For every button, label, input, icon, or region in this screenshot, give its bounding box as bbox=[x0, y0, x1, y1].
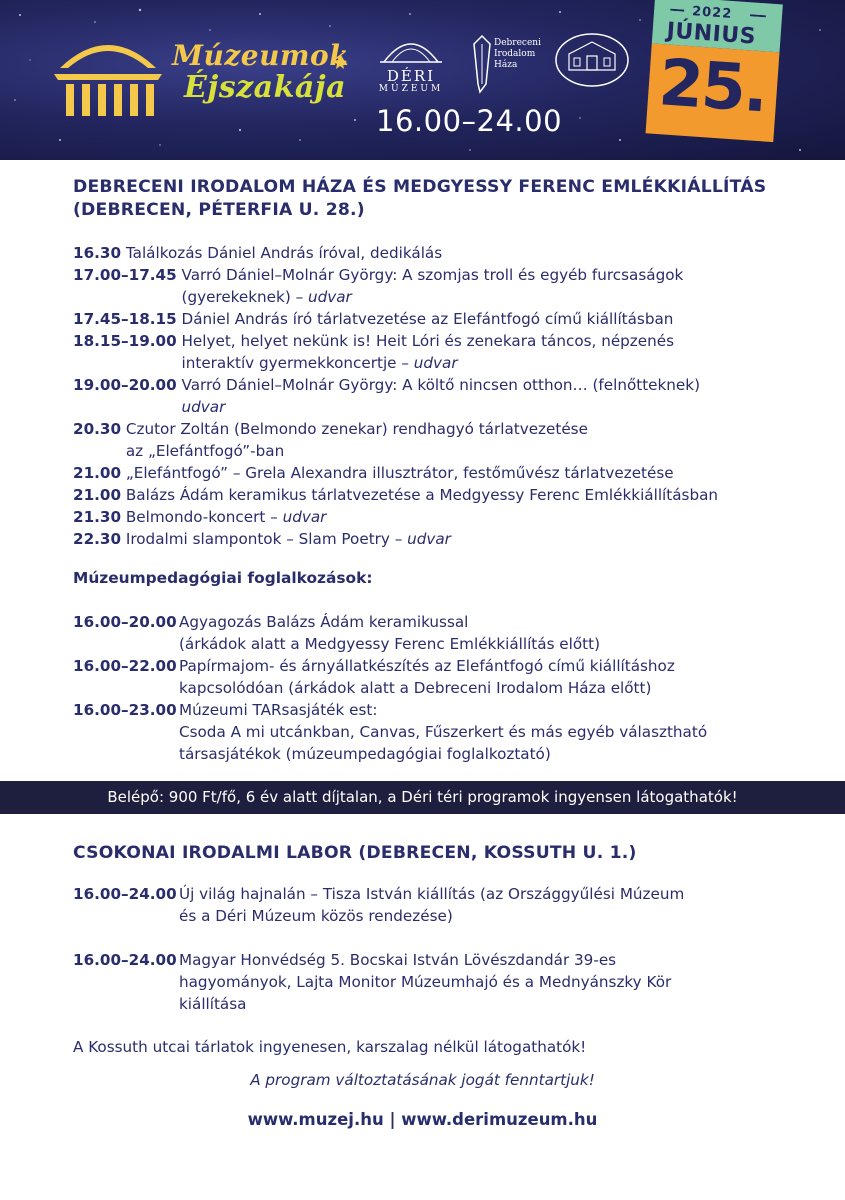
date-year: 2022 bbox=[691, 4, 733, 22]
exhibition-text: Új világ hajnalán – Tisza István kiállítás (az Országgyűlési Múzeum és a Déri Múzeum közös rendezése) bbox=[179, 885, 685, 925]
schedule-time: 16.30 bbox=[73, 244, 122, 262]
schedule-row bbox=[73, 528, 813, 550]
schedule-time: 20.30 bbox=[73, 420, 122, 438]
workshop-row bbox=[73, 655, 813, 699]
schedule-row bbox=[73, 506, 813, 528]
schedule-time: 17.00–17.45 bbox=[73, 266, 177, 284]
section-2-title: CSOKONAI IRODALMI LABOR (DEBRECEN, KOSSUTH U. 1.) bbox=[73, 843, 637, 863]
workshop-time: 16.00–22.00 bbox=[73, 657, 177, 675]
date-badge-bottom bbox=[646, 43, 780, 142]
schedule-row bbox=[73, 374, 813, 418]
schedule-venue-note: udvar bbox=[413, 354, 458, 372]
schedule-text: „Elefántfogó” – Grela Alexandra illusztrátor, festőművész tárlatvezetése bbox=[125, 464, 674, 482]
date-badge bbox=[646, 0, 783, 142]
event-hours: 16.00–24.00 bbox=[376, 104, 563, 138]
schedule-text: Balázs Ádám keramikus tárlatvezetése a Medgyessy Ferenc Emlékkiállításban bbox=[125, 486, 719, 504]
workshop-row bbox=[73, 699, 813, 765]
schedule-time: 21.30 bbox=[73, 508, 122, 526]
exhibition-time: 16.00–24.00 bbox=[73, 885, 177, 903]
workshop-time: 16.00–23.00 bbox=[73, 701, 177, 719]
schedule-row bbox=[73, 264, 813, 308]
schedule-time: 18.15–19.00 bbox=[73, 332, 177, 350]
schedule-time: 19.00–20.00 bbox=[73, 376, 177, 394]
museum-pillar-logo-icon bbox=[52, 30, 164, 120]
kossuth-free-entry-note: A Kossuth utcai tárlatok ingyenesen, karszalag nélkül látogathatók! bbox=[73, 1038, 587, 1056]
schedule-time: 21.00 bbox=[73, 464, 122, 482]
exhibition-row bbox=[73, 883, 813, 927]
section-2-schedule bbox=[73, 883, 813, 1015]
schedule-time: 21.00 bbox=[73, 486, 122, 504]
workshop-text: Agyagozás Balázs Ádám keramikussal (árkádok alatt a Medgyessy Ferenc Emlékkiállítás előtt) bbox=[179, 613, 600, 653]
schedule-venue-note: udvar bbox=[181, 398, 226, 416]
workshop-text: Papírmajom- és árnyállatkészítés az Elefántfogó című kiállításhoz kapcsolódóan (árkádok alatt a Debreceni Irodalom Háza előtt) bbox=[179, 657, 675, 697]
building-seal-icon bbox=[553, 30, 631, 90]
schedule-text: Találkozás Dániel András íróval, dedikálás bbox=[125, 244, 443, 262]
schedule-row bbox=[73, 484, 813, 506]
schedule-time: 22.30 bbox=[73, 530, 122, 548]
schedule-row bbox=[73, 242, 813, 264]
workshop-text: Múzeumi TARsasjáték est: Csoda A mi utcánkban, Canvas, Fűszerkert és más egyéb választható társasjátékok (múzeumpedagógiai foglalkoztató) bbox=[179, 701, 708, 763]
date-month: JÚNIUS bbox=[665, 18, 757, 50]
schedule-row bbox=[73, 418, 813, 462]
section-1-schedule bbox=[73, 242, 813, 550]
quill-pen-icon bbox=[468, 34, 496, 94]
exhibition-time: 16.00–24.00 bbox=[73, 951, 177, 969]
schedule-venue-note: udvar bbox=[407, 530, 451, 548]
schedule-text: Helyet, helyet nekünk is! Heit Lóri és zenekara táncos, népzenés interaktív gyermekkoncertje – bbox=[181, 332, 674, 372]
date-day: 25. bbox=[656, 46, 769, 128]
schedule-text: Irodalmi slampontok – Slam Poetry – bbox=[125, 530, 408, 548]
schedule-row bbox=[73, 330, 813, 374]
workshop-time: 16.00–20.00 bbox=[73, 613, 177, 631]
website-links[interactable]: www.muzej.hu | www.derimuzeum.hu bbox=[247, 1110, 598, 1129]
schedule-time: 17.45–18.15 bbox=[73, 310, 177, 328]
logo-line-1: Múzeumok bbox=[172, 39, 350, 72]
deri-muzeum-logo bbox=[372, 30, 450, 94]
schedule-text: Varró Dániel–Molnár György: A szomjas troll és egyéb furcsaságok (gyerekeknek) – bbox=[181, 266, 684, 306]
section-1-heading bbox=[73, 176, 766, 222]
schedule-row bbox=[73, 462, 813, 484]
csokonai-labor-logo bbox=[553, 30, 631, 94]
schedule-text: Belmondo-koncert – bbox=[125, 508, 283, 526]
event-logo-title bbox=[172, 40, 349, 104]
dome-icon bbox=[372, 30, 450, 64]
schedule-venue-note: udvar bbox=[282, 508, 327, 526]
admission-info-band: Belépő: 900 Ft/fő, 6 év alatt díjtalan, a Déri téri programok ingyensen látogathatók! bbox=[0, 781, 845, 814]
program-change-disclaimer: A program változtatásának jogát fenntartjuk! bbox=[250, 1071, 595, 1089]
irodalom-haza-logo bbox=[468, 30, 540, 94]
schedule-text: Czutor Zoltán (Belmondo zenekar) rendhagyó tárlatvezetése az „Elefántfogó”-ban bbox=[125, 420, 588, 460]
schedule-text: Varró Dániel–Molnár György: A költő nincsen otthon… (felnőtteknek) bbox=[181, 376, 700, 394]
section-1-title-line-1: DEBRECENI IRODALOM HÁZA ÉS MEDGYESSY FERENC EMLÉKKIÁLLÍTÁS bbox=[73, 177, 767, 197]
partner-1-name: DÉRI bbox=[386, 67, 436, 85]
section-1-title-line-2: (DEBRECEN, PÉTERFIA U. 28.) bbox=[73, 200, 365, 220]
workshops-subheading: Múzeumpedagógiai foglalkozások: bbox=[73, 569, 373, 587]
logo-line-2: Éjszakája bbox=[184, 70, 347, 105]
schedule-row bbox=[73, 308, 813, 330]
exhibition-text: Magyar Honvédség 5. Bocskai István Lövészdandár 39-es hagyományok, Lajta Monitor Múzeumhajó és a Mednyánszky Kör kiállítása bbox=[179, 951, 672, 1013]
schedule-text: Dániel András író tárlatvezetése az Elefántfogó című kiállításban bbox=[181, 310, 674, 328]
schedule-venue-note: udvar bbox=[308, 288, 352, 306]
workshop-row bbox=[73, 611, 813, 655]
partner-1-sub: MÚZEUM bbox=[378, 84, 444, 94]
exhibition-row bbox=[73, 949, 813, 1015]
header-banner bbox=[0, 0, 845, 160]
workshops-list bbox=[73, 611, 813, 765]
partner-2-name: Debreceni Irodalom Háza bbox=[494, 38, 541, 70]
